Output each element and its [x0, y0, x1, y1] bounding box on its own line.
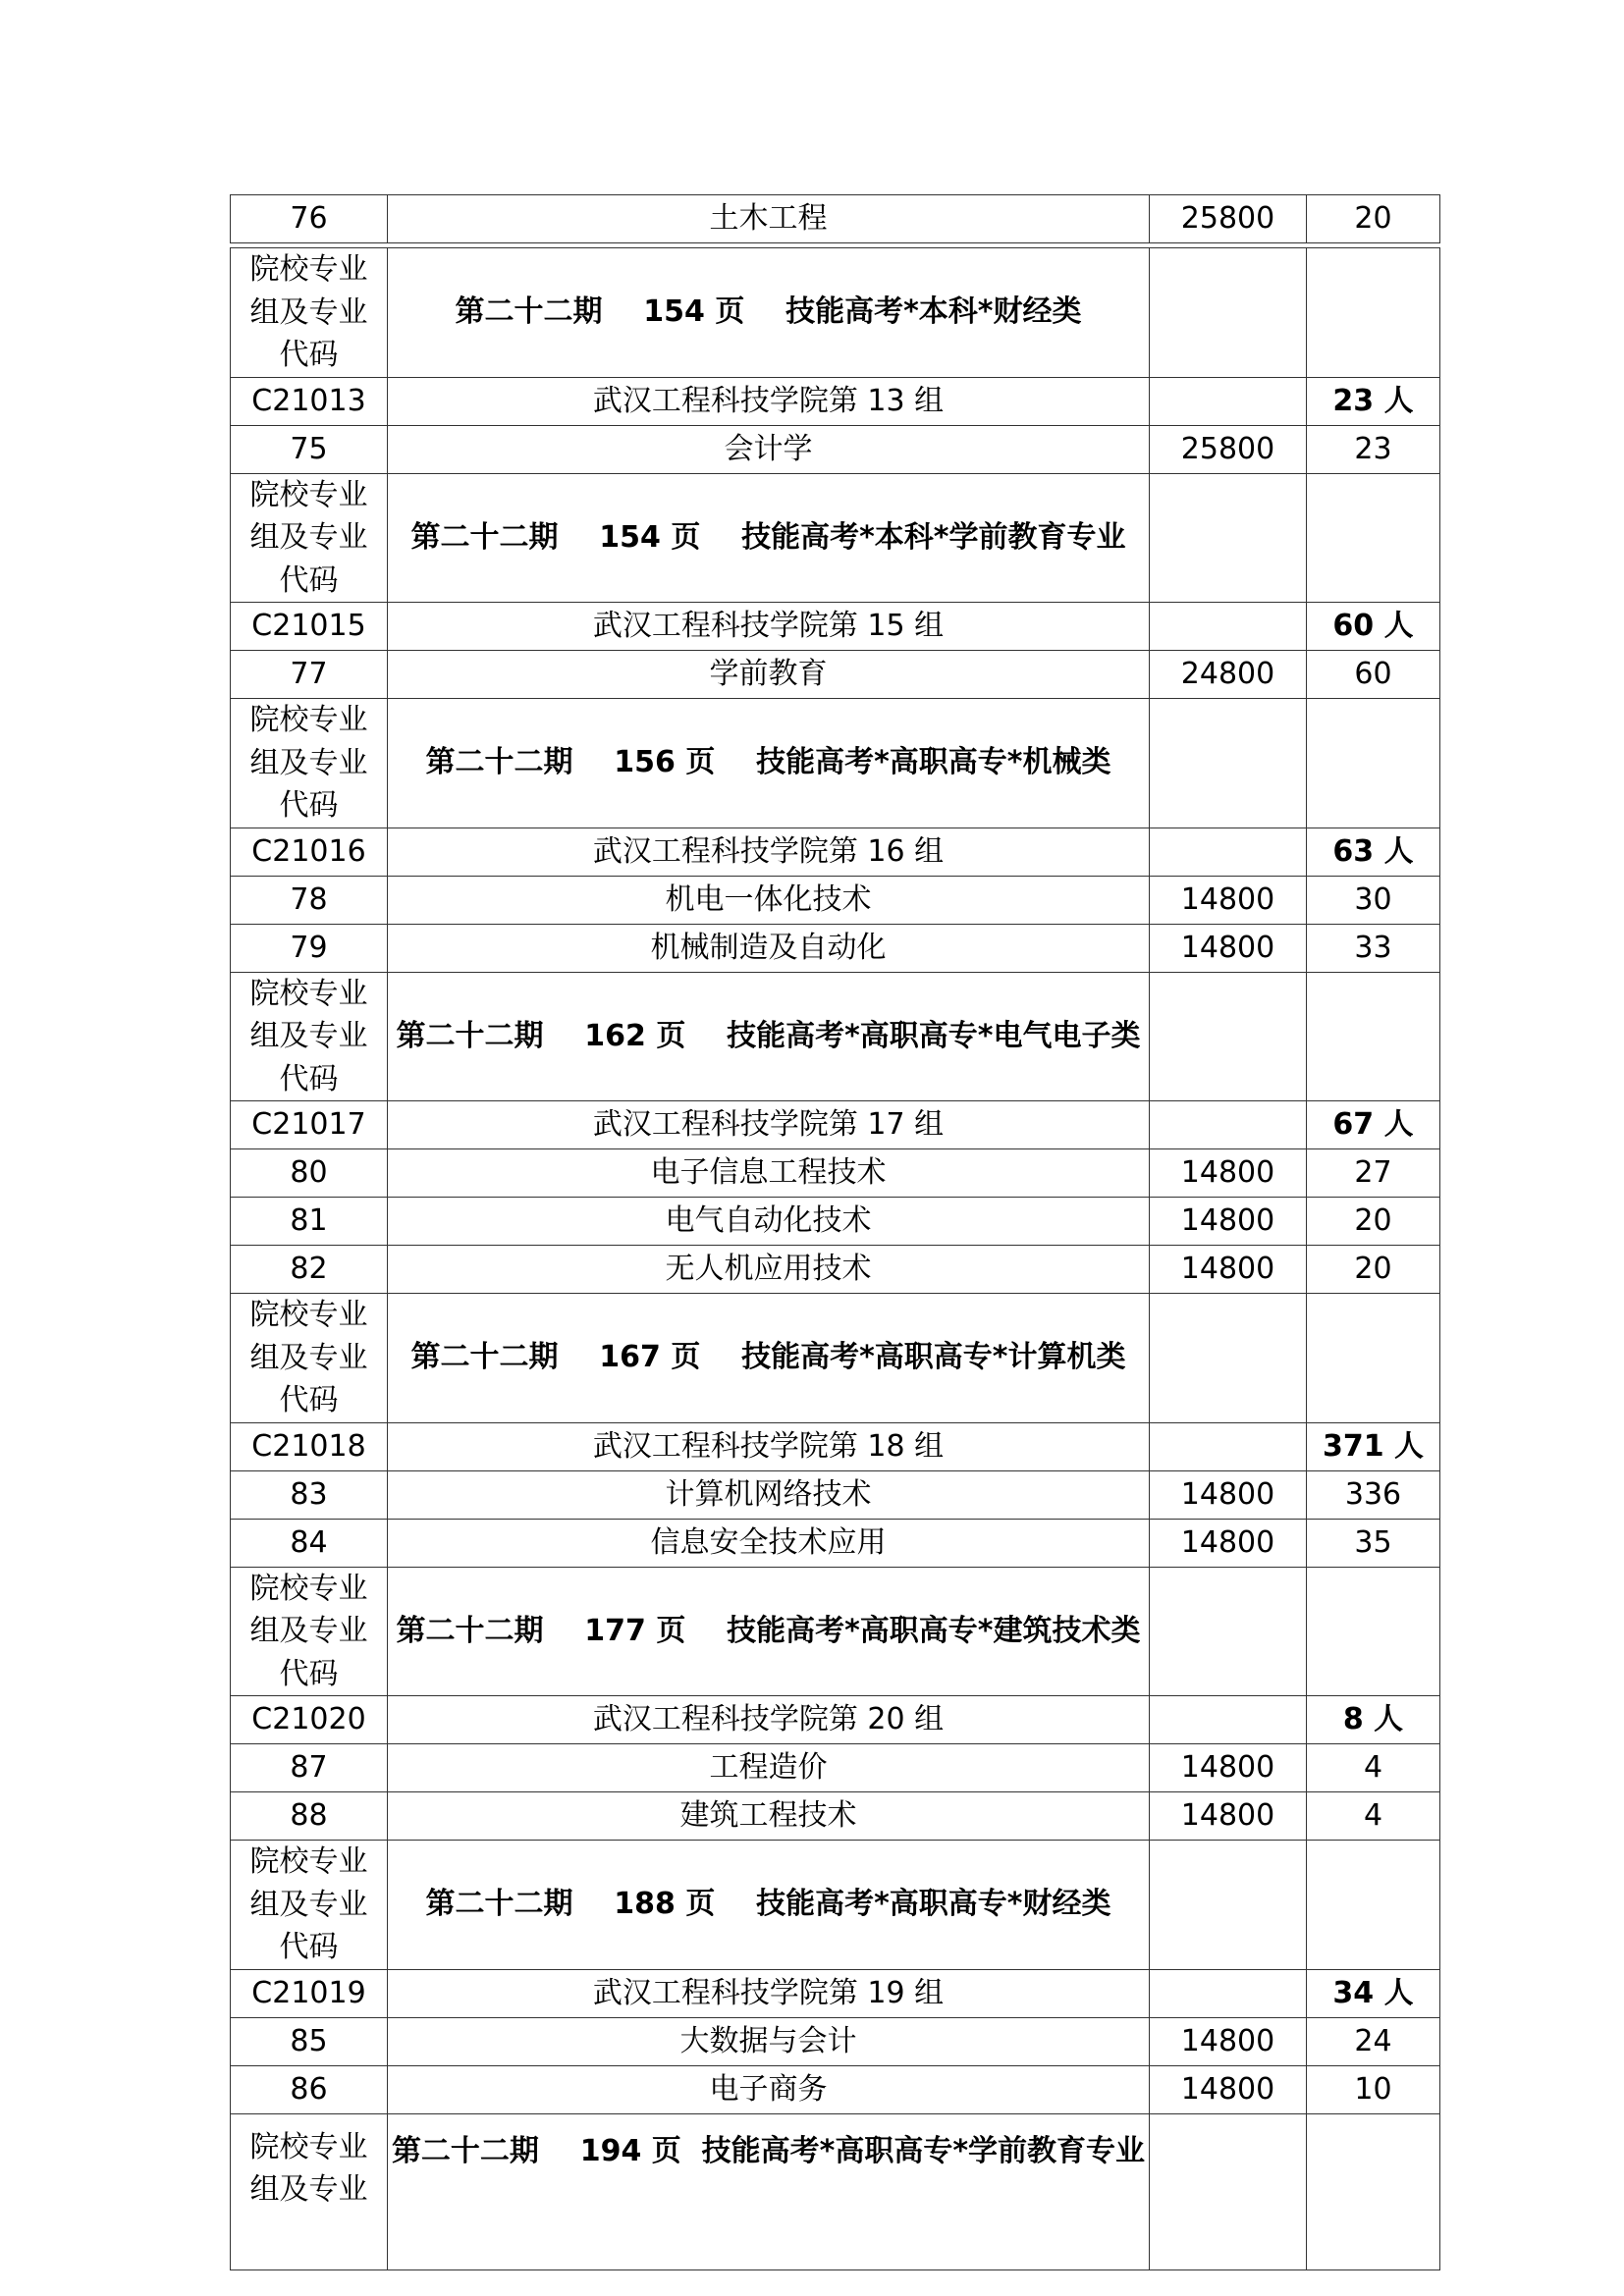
group-count: 371 人	[1307, 1422, 1440, 1470]
group-row	[231, 1696, 1440, 1744]
major-name: 电子信息工程技术	[388, 1149, 1150, 1198]
major-fee: 14800	[1150, 1519, 1307, 1567]
major-count: 4	[1307, 1792, 1440, 1841]
empty-cell	[1150, 248, 1307, 378]
major-code: 76	[231, 195, 388, 243]
major-code: 78	[231, 876, 388, 924]
empty-cell	[1307, 248, 1440, 378]
table-row	[231, 1519, 1440, 1567]
major-code: 85	[231, 2017, 388, 2065]
header-code-label: 院校专业 组及专业 代码	[231, 972, 388, 1101]
group-count: 63 人	[1307, 828, 1440, 876]
group-code: C21018	[231, 1422, 388, 1470]
admissions-table	[230, 194, 1440, 2270]
group-count: 34 人	[1307, 1969, 1440, 2017]
empty-cell	[1150, 972, 1307, 1101]
major-count: 60	[1307, 651, 1440, 699]
major-code: 77	[231, 651, 388, 699]
section-title: 第二十二期 154 页 技能高考*本科*学前教育专业	[388, 473, 1150, 603]
empty-cell	[1307, 1294, 1440, 1423]
section-title: 第二十二期 194 页 技能高考*高职高专*学前教育专业	[388, 2113, 1150, 2269]
empty-cell	[1307, 2113, 1440, 2269]
admissions-table-body	[231, 195, 1440, 2270]
major-name: 土木工程	[388, 195, 1150, 243]
major-name: 电气自动化技术	[388, 1198, 1150, 1246]
group-row	[231, 1101, 1440, 1149]
major-count: 23	[1307, 425, 1440, 473]
table-row	[231, 1792, 1440, 1841]
section-title: 第二十二期 156 页 技能高考*高职高专*机械类	[388, 699, 1150, 828]
group-name: 武汉工程科技学院第 16 组	[388, 828, 1150, 876]
major-count: 30	[1307, 876, 1440, 924]
table-row	[231, 425, 1440, 473]
major-fee: 14800	[1150, 2065, 1307, 2113]
group-code: C21020	[231, 1696, 388, 1744]
major-name: 工程造价	[388, 1744, 1150, 1792]
table-row	[231, 1149, 1440, 1198]
table-row	[231, 2065, 1440, 2113]
major-count: 33	[1307, 924, 1440, 972]
group-name: 武汉工程科技学院第 20 组	[388, 1696, 1150, 1744]
major-name: 学前教育	[388, 651, 1150, 699]
empty-cell	[1150, 2113, 1307, 2269]
table-row	[231, 1246, 1440, 1294]
header-code-label: 院校专业 组及专业 代码	[231, 473, 388, 603]
table-row	[231, 1470, 1440, 1519]
major-code: 80	[231, 1149, 388, 1198]
major-count: 20	[1307, 1246, 1440, 1294]
major-code: 79	[231, 924, 388, 972]
group-count: 8 人	[1307, 1696, 1440, 1744]
empty-cell	[1150, 1422, 1307, 1470]
major-fee: 14800	[1150, 876, 1307, 924]
major-code: 83	[231, 1470, 388, 1519]
empty-cell	[1150, 473, 1307, 603]
group-name: 武汉工程科技学院第 18 组	[388, 1422, 1150, 1470]
empty-cell	[1150, 1567, 1307, 1696]
major-fee: 14800	[1150, 924, 1307, 972]
major-code: 84	[231, 1519, 388, 1567]
group-code: C21017	[231, 1101, 388, 1149]
group-row	[231, 603, 1440, 651]
major-count: 4	[1307, 1744, 1440, 1792]
group-code: C21015	[231, 603, 388, 651]
major-count: 20	[1307, 195, 1440, 243]
table-row	[231, 651, 1440, 699]
table-row	[231, 1744, 1440, 1792]
header-code-label: 院校专业 组及专业 代码	[231, 1294, 388, 1423]
group-name: 武汉工程科技学院第 17 组	[388, 1101, 1150, 1149]
major-fee: 14800	[1150, 1470, 1307, 1519]
major-name: 信息安全技术应用	[388, 1519, 1150, 1567]
major-code: 87	[231, 1744, 388, 1792]
empty-cell	[1150, 1101, 1307, 1149]
major-fee: 14800	[1150, 2017, 1307, 2065]
table-row	[231, 195, 1440, 243]
major-name: 会计学	[388, 425, 1150, 473]
header-code-label: 院校专业 组及专业 代码	[231, 699, 388, 828]
major-code: 82	[231, 1246, 388, 1294]
section-header-row	[231, 248, 1440, 378]
section-title: 第二十二期 154 页 技能高考*本科*财经类	[388, 248, 1150, 378]
group-name: 武汉工程科技学院第 15 组	[388, 603, 1150, 651]
major-fee: 24800	[1150, 651, 1307, 699]
empty-cell	[1307, 1841, 1440, 1970]
group-row	[231, 1969, 1440, 2017]
major-fee: 14800	[1150, 1198, 1307, 1246]
empty-cell	[1150, 603, 1307, 651]
section-header-row	[231, 699, 1440, 828]
major-code: 75	[231, 425, 388, 473]
empty-cell	[1307, 1567, 1440, 1696]
group-row	[231, 828, 1440, 876]
section-title: 第二十二期 167 页 技能高考*高职高专*计算机类	[388, 1294, 1150, 1423]
major-name: 机电一体化技术	[388, 876, 1150, 924]
group-count: 67 人	[1307, 1101, 1440, 1149]
empty-cell	[1150, 1696, 1307, 1744]
major-count: 10	[1307, 2065, 1440, 2113]
empty-cell	[1150, 699, 1307, 828]
major-name: 机械制造及自动化	[388, 924, 1150, 972]
major-count: 27	[1307, 1149, 1440, 1198]
section-header-row	[231, 972, 1440, 1101]
major-code: 86	[231, 2065, 388, 2113]
major-fee: 25800	[1150, 425, 1307, 473]
major-count: 20	[1307, 1198, 1440, 1246]
group-code: C21019	[231, 1969, 388, 2017]
section-header-row	[231, 2113, 1440, 2269]
empty-cell	[1150, 1969, 1307, 2017]
group-count: 23 人	[1307, 377, 1440, 425]
empty-cell	[1307, 972, 1440, 1101]
major-fee: 14800	[1150, 1792, 1307, 1841]
section-header-row	[231, 1841, 1440, 1970]
major-count: 35	[1307, 1519, 1440, 1567]
major-fee: 25800	[1150, 195, 1307, 243]
major-fee: 14800	[1150, 1149, 1307, 1198]
section-header-row	[231, 1567, 1440, 1696]
section-title: 第二十二期 177 页 技能高考*高职高专*建筑技术类	[388, 1567, 1150, 1696]
major-fee: 14800	[1150, 1246, 1307, 1294]
group-count: 60 人	[1307, 603, 1440, 651]
table-row	[231, 876, 1440, 924]
group-row	[231, 1422, 1440, 1470]
table-row	[231, 924, 1440, 972]
section-title: 第二十二期 162 页 技能高考*高职高专*电气电子类	[388, 972, 1150, 1101]
empty-cell	[1307, 699, 1440, 828]
major-code: 88	[231, 1792, 388, 1841]
header-code-label: 院校专业 组及专业 代码	[231, 248, 388, 378]
major-name: 建筑工程技术	[388, 1792, 1150, 1841]
header-code-label: 院校专业 组及专业 代码	[231, 1567, 388, 1696]
empty-cell	[1150, 828, 1307, 876]
major-code: 81	[231, 1198, 388, 1246]
table-row	[231, 2017, 1440, 2065]
section-header-row	[231, 1294, 1440, 1423]
header-code-label: 院校专业 组及专业 代码	[231, 1841, 388, 1970]
major-count: 336	[1307, 1470, 1440, 1519]
empty-cell	[1150, 377, 1307, 425]
major-name: 电子商务	[388, 2065, 1150, 2113]
group-code: C21013	[231, 377, 388, 425]
group-name: 武汉工程科技学院第 13 组	[388, 377, 1150, 425]
major-count: 24	[1307, 2017, 1440, 2065]
section-title: 第二十二期 188 页 技能高考*高职高专*财经类	[388, 1841, 1150, 1970]
empty-cell	[1307, 473, 1440, 603]
major-name: 大数据与会计	[388, 2017, 1150, 2065]
group-row	[231, 377, 1440, 425]
empty-cell	[1150, 1294, 1307, 1423]
section-header-row	[231, 473, 1440, 603]
group-code: C21016	[231, 828, 388, 876]
group-name: 武汉工程科技学院第 19 组	[388, 1969, 1150, 2017]
empty-cell	[1150, 1841, 1307, 1970]
table-row	[231, 1198, 1440, 1246]
major-name: 计算机网络技术	[388, 1470, 1150, 1519]
header-code-label: 院校专业 组及专业	[231, 2113, 388, 2269]
major-name: 无人机应用技术	[388, 1246, 1150, 1294]
major-fee: 14800	[1150, 1744, 1307, 1792]
